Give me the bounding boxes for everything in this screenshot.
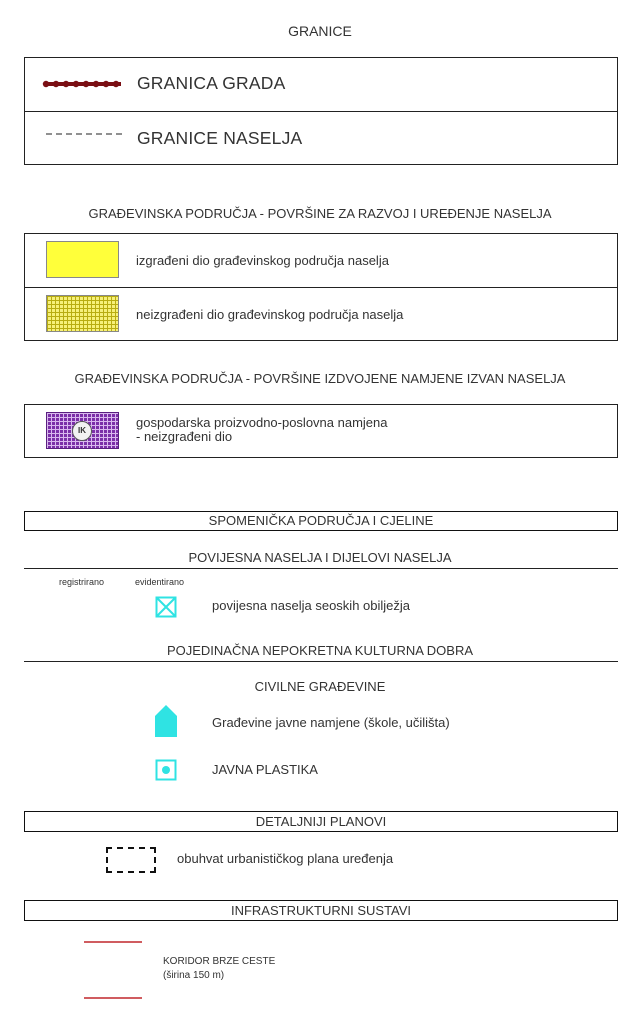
ik-badge: IK — [72, 421, 92, 441]
koridor-label — [163, 955, 275, 983]
koridor-line2: (širina 150 m) — [163, 970, 225, 981]
built-area-swatch-icon — [46, 241, 119, 278]
ik-zone-swatch-icon — [46, 412, 119, 449]
city-border-line-icon — [42, 77, 124, 91]
granice-divider — [24, 111, 618, 112]
gradevinska-naselja-divider — [24, 287, 618, 288]
obuhvat-label: obuhvat urbanističkog plana uređenja — [177, 851, 394, 866]
spomenicka-banner: SPOMENIČKA PODRUČJA I CJELINE — [24, 511, 618, 531]
javne-namjene-label: Građevine javne namjene (škole, učilišta) — [212, 715, 450, 730]
plan-boundary-icon — [106, 847, 156, 873]
evidentirano-label: evidentirano — [135, 577, 185, 587]
gradevinska-izdvojene-title: GRAĐEVINSKA PODRUČJA - POVRŠINE IZDVOJENE NAMJENE IZVAN NASELJA — [74, 371, 566, 386]
povijesna-seoska-label: povijesna naselja seoskih obilježja — [212, 598, 411, 613]
gospodarska-line1: gospodarska proizvodno-poslovna namjena — [136, 415, 388, 430]
izgradjeni-label: izgrađeni dio građevinskog područja naselja — [136, 253, 389, 268]
unbuilt-area-swatch-icon — [46, 295, 119, 332]
povijesna-divider — [24, 568, 618, 569]
granice-naselja-label: GRANICE NASELJA — [137, 128, 303, 148]
registrirano-label: registrirano — [59, 577, 105, 587]
infrastruktura-banner: INFRASTRUKTURNI SUSTAVI — [24, 900, 618, 921]
public-sculpture-icon — [155, 759, 177, 781]
granice-title: GRANICE — [288, 23, 352, 39]
povijesna-naselja-title: POVIJESNA NASELJA I DIJELOVI NASELJA — [188, 550, 452, 565]
public-building-icon — [154, 704, 178, 738]
detaljniji-banner: DETALJNIJI PLANOVI — [24, 811, 618, 832]
neizgradjeni-label: neizgrađeni dio građevinskog područja naselja — [136, 307, 404, 322]
gospodarska-label — [136, 416, 388, 444]
rural-settlement-icon — [155, 596, 177, 618]
koridor-line1: KORIDOR BRZE CESTE — [163, 956, 276, 967]
javna-plastika-label: JAVNA PLASTIKA — [212, 762, 318, 777]
gospodarska-line2: - neizgrađeni dio — [136, 429, 233, 444]
pojedinacna-divider — [24, 661, 618, 662]
granica-grada-label: GRANICA GRADA — [137, 73, 286, 93]
civilne-title: CIVILNE GRAĐEVINE — [254, 679, 386, 694]
highway-corridor-icon — [84, 938, 142, 1002]
pojedinacna-title: POJEDINAČNA NEPOKRETNA KULTURNA DOBRA — [166, 643, 474, 658]
settlement-border-line-icon — [46, 131, 122, 137]
gradevinska-naselja-title: GRAĐEVINSKA PODRUČJA - POVRŠINE ZA RAZVOJ I UREĐENJE NASELJA — [88, 206, 552, 221]
